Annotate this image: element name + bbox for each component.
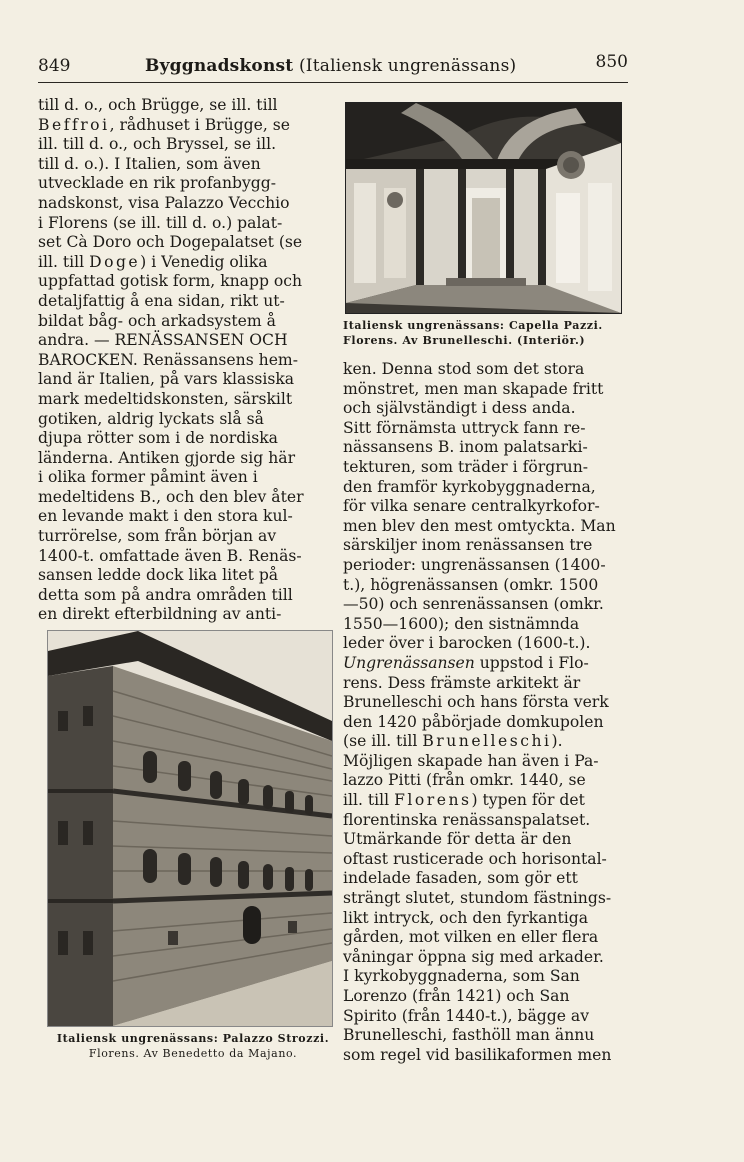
left-column-text	[38, 96, 334, 625]
caption-line: Florens. Av Benedetto da Majano.	[88, 1047, 298, 1060]
text-line: våningar öppna sig med arkader.	[343, 947, 604, 966]
right-column-text	[343, 360, 629, 1065]
text-line: länderna. Antiken gjorde sig här	[38, 448, 296, 467]
text-line: Utmärkande för detta är den	[343, 830, 572, 849]
text-line: tekturen, som träder i förgrun-	[343, 457, 589, 476]
text-line: andra. — RENÄSSANSEN OCH	[38, 331, 288, 350]
text-line: Sitt förnämsta uttryck fann re-	[343, 418, 586, 437]
text-line: Möjligen skapade han även i Pa-	[343, 751, 599, 770]
text-line: BAROCKEN. Renässansens hem-	[38, 350, 298, 369]
page-number-left: 849	[38, 56, 71, 76]
palazzo-strozzi-photo	[47, 630, 333, 1027]
term-link: Doge	[89, 252, 141, 271]
text-line: t.), högrenässansen (omkr. 1500	[343, 575, 599, 594]
text-line: en direkt efterbildning av anti-	[38, 605, 282, 624]
text-line: utvecklade en rik profanbygg-	[38, 174, 277, 193]
text-line: set Cà Doro och Dogepalatset (se	[38, 233, 303, 252]
caption-line: Florens. Av Brunelleschi. (Interiör.)	[343, 334, 586, 347]
text-line: indelade fasaden, som gör ett	[343, 869, 578, 888]
text-line: mark medeltidskonsten, särskilt	[38, 389, 293, 408]
text-line: men blev den mest omtyckta. Man	[343, 516, 616, 535]
text-line: till d. o.). I Italien, som även	[38, 154, 261, 173]
header-title-main: Byggnadskonst	[145, 56, 294, 76]
text-line: (se ill. till Brunelleschi).	[343, 732, 563, 751]
text-line: perioder: ungrenässansen (1400-	[343, 555, 606, 574]
text-line: strängt slutet, stundom fästnings-	[343, 889, 612, 908]
text-line: land är Italien, på vars klassiska	[38, 370, 295, 389]
caption-line: Italiensk ungrenässans: Palazzo Strozzi.	[56, 1032, 330, 1045]
text-line: ill. till Florens) typen för det	[343, 791, 585, 810]
caption-line: Italiensk ungrenässans: Capella Pazzi.	[343, 319, 603, 332]
text-line: mönstret, men man skapade fritt	[343, 379, 604, 398]
term-link: Florens	[394, 791, 472, 810]
text-line: detaljfattig å ena sidan, rikt ut-	[38, 291, 285, 310]
text-line: i Florens (se ill. till d. o.) palat-	[38, 213, 283, 232]
text-line: den 1420 påbörjade domkupolen	[343, 712, 604, 731]
capella-pazzi-photo	[345, 102, 622, 314]
text-line: gotiken, aldrig lyckats slå så	[38, 409, 264, 428]
page-header	[38, 52, 628, 83]
header-title	[145, 56, 516, 76]
page-number-right: 850	[595, 52, 628, 72]
palazzo-strozzi-caption	[46, 1031, 340, 1061]
facade-illustration	[48, 631, 332, 1026]
term-italic: Ungrenässansen	[343, 653, 475, 672]
term-link: Beffroi	[38, 115, 110, 134]
text-line: för vilka senare centralkyrkofor-	[343, 497, 600, 516]
term-link: Brunelleschi	[422, 732, 552, 751]
text-line: likt intryck, och den fyrkantiga	[343, 908, 588, 927]
text-line: I kyrkobyggnaderna, som San	[343, 967, 580, 986]
interior-illustration	[346, 103, 621, 313]
text-line: och självständigt i dess anda.	[343, 399, 576, 418]
text-line: rens. Dess främste arkitekt är	[343, 673, 581, 692]
text-line: Beffroi, rådhuset i Brügge, se	[38, 115, 290, 134]
text-line: leder över i barocken (1600-t.).	[343, 634, 591, 653]
text-line: nässansens B. inom palatsarki-	[343, 438, 588, 457]
text-line: —50) och senrenässansen (omkr.	[343, 595, 604, 614]
text-line: ken. Denna stod som det stora	[343, 360, 585, 378]
text-line: djupa rötter som i de nordiska	[38, 429, 278, 448]
text-line: Brunelleschi och hans första verk	[343, 693, 609, 712]
text-line: till d. o., och Brügge, se ill. till	[38, 96, 278, 114]
text-line: lazzo Pitti (från omkr. 1440, se	[343, 771, 586, 790]
text-line: i olika former påmint även i	[38, 468, 258, 487]
text-line: nadskonst, visa Palazzo Vecchio	[38, 193, 290, 212]
text-line: den framför kyrkobyggnaderna,	[343, 477, 596, 496]
text-line: 1550—1600); den sistnämnda	[343, 614, 580, 633]
text-line: turrörelse, som från början av	[38, 527, 277, 546]
text-line: Ungrenässansen uppstod i Flo-	[343, 653, 589, 672]
text-line: gården, mot vilken en eller flera	[343, 928, 599, 947]
text-line: särskiljer inom renässansen tre	[343, 536, 593, 555]
text-line: medeltidens B., och den blev åter	[38, 487, 304, 506]
header-title-sub: (Italiensk ungrenässans)	[298, 56, 517, 76]
text-line: sansen ledde dock lika litet på	[38, 566, 279, 585]
text-line: uppfattad gotisk form, knapp och	[38, 272, 303, 291]
text-line: en levande makt i den stora kul-	[38, 507, 293, 526]
text-line: Lorenzo (från 1421) och San	[343, 987, 570, 1005]
text-line: bildat båg- och arkadsystem å	[38, 311, 276, 330]
text-line: Brunelleschi, fasthöll man ännu	[343, 1026, 595, 1045]
text-line: detta som på andra områden till	[38, 585, 293, 604]
text-line: ill. till d. o., och Bryssel, se ill.	[38, 135, 277, 154]
text-line: 1400-t. omfattade även B. Renäs-	[38, 546, 302, 565]
text-line: som regel vid basilikaformen men	[343, 1045, 612, 1064]
text-line: florentinska renässanspalatset.	[343, 810, 591, 829]
capella-pazzi-caption	[343, 318, 633, 348]
text-line: Spirito (från 1440-t.), bägge av	[343, 1006, 590, 1025]
text-line: ill. till Doge) i Venedig olika	[38, 252, 268, 271]
text-line: oftast rusticerade och horisontal-	[343, 849, 607, 868]
